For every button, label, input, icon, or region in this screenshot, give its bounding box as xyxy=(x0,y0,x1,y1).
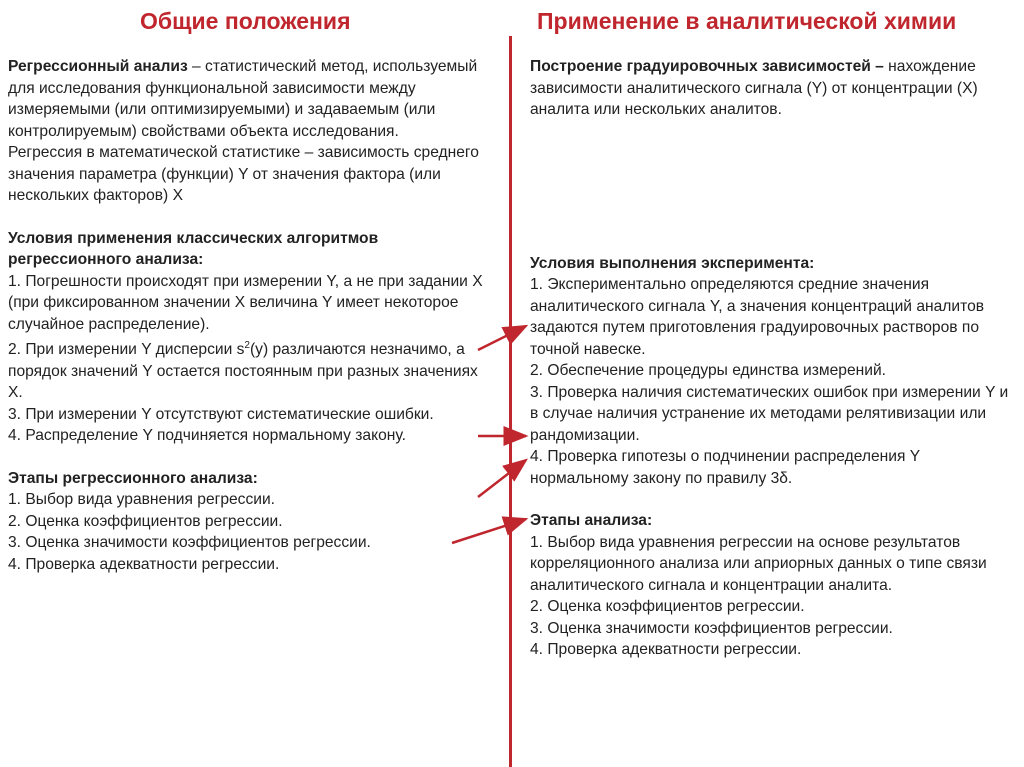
right-condition-3: 3. Проверка наличия систематических ошибок при измерении Y и в случае наличия устранение их методами релятивизации или рандомизации. xyxy=(530,383,1009,444)
right-stage-4: 4. Проверка адекватности регрессии. xyxy=(530,641,802,658)
left-stage-2: 2. Оценка коэффициентов регрессии. xyxy=(8,512,283,530)
left-stage-1: 1. Выбор вида уравнения регрессии. xyxy=(8,491,276,509)
left-condition-1: 1. Погрешности происходят при измерении Y, а не при задании X (при фиксированном значении X величина Y имеет некоторое случайное распределение). xyxy=(8,272,483,333)
regression-definition: Регрессионный анализ – статистический метод, используемый для исследования функциональной зависимости между измеряемыми (или оптимизируемыми) и задаваемым (или контролируемым) свойствами объекта исследования. xyxy=(8,58,478,140)
right-stage-2: 2. Оценка коэффициентов регрессии. xyxy=(530,598,805,615)
column-divider xyxy=(509,36,512,767)
right-stage-1: 1. Выбор вида уравнения регрессии на основе результатов корреляционного анализа или априорных данных о типе связи аналитического сигнала и концентрации аналита. xyxy=(530,533,987,594)
right-condition-1: 1. Экспериментально определяются средние значения аналитического сигнала Y, а значения концентраций аналитов задаются путем приготовления градуировочных растворов по точной навеске. xyxy=(530,276,985,358)
left-stage-4: 4. Проверка адекватности регрессии. xyxy=(8,555,280,573)
right-column xyxy=(530,56,1018,661)
right-stages-title: Этапы анализа: xyxy=(530,512,653,529)
regression-term: Регрессионный анализ xyxy=(8,58,188,75)
left-column xyxy=(8,56,488,575)
calibration-definition: Построение градуировочных зависимостей – нахождение зависимости аналитического сигнала (Y) от концентрации (X) аналита или нескольких аналитов. xyxy=(530,58,978,118)
left-stage-3: 3. Оценка значимости коэффициентов регрессии. xyxy=(8,534,371,552)
left-condition-2: 2. При измерении Y дисперсии $s^2(y)$ различаются незначимо, а порядок значений Y остается постоянным при разных значениях X. xyxy=(8,340,478,402)
right-column-header: Применение в аналитической химии xyxy=(537,8,957,34)
left-condition-3: 3. При измерении Y отсутствуют систематические ошибки. xyxy=(8,405,434,423)
right-condition-2: 2. Обеспечение процедуры единства измерений. xyxy=(530,362,886,379)
right-condition-4: 4. Проверка гипотезы о подчинении распределения Y нормальному закону по правилу 3δ. xyxy=(530,448,920,487)
left-column-header: Общие положения xyxy=(140,8,351,34)
left-conditions-title: Условия применения классических алгоритмов регрессионного анализа: xyxy=(8,229,379,268)
left-stages-title: Этапы регрессионного анализа: xyxy=(8,469,258,487)
right-stage-3: 3. Оценка значимости коэффициентов регрессии. xyxy=(530,619,893,637)
regression-statistics-definition: Регрессия в математической статистике – зависимость среднего значения параметра (функции) Y от значения фактора (или нескольких факторов) X xyxy=(8,144,479,204)
calibration-term: Построение градуировочных зависимостей – xyxy=(530,58,884,75)
left-condition-4: 4. Распределение Y подчиняется нормальному закону. xyxy=(8,427,406,445)
right-conditions-title: Условия выполнения эксперимента: xyxy=(530,254,815,272)
